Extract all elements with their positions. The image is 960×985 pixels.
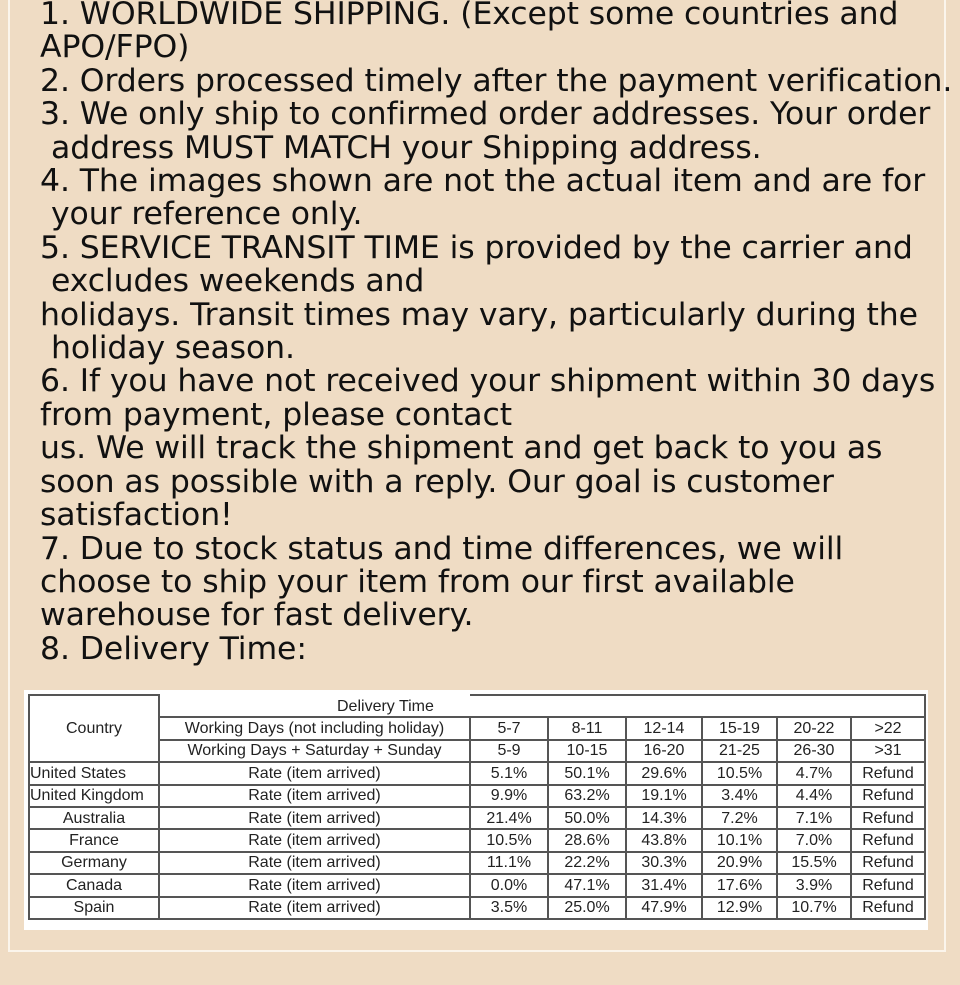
table-cell: 17.6% <box>702 874 777 896</box>
note-line: your reference only. <box>51 196 363 233</box>
table-cell: 7.0% <box>777 829 851 851</box>
note-line: warehouse for fast delivery. <box>40 597 474 634</box>
table-cell: 5-9 <box>470 740 548 762</box>
table-row <box>29 807 925 829</box>
table-cell: 7.2% <box>702 807 777 829</box>
note-line: APO/FPO) <box>40 29 190 66</box>
note-line: excludes weekends and <box>51 263 425 300</box>
table-cell: 15.5% <box>777 852 851 874</box>
table-cell: 16-20 <box>626 740 702 762</box>
table-cell: 4.4% <box>777 785 851 807</box>
table-row <box>29 785 925 807</box>
table-cell: 20-22 <box>777 717 851 739</box>
rate-label: Rate (item arrived) <box>159 807 470 829</box>
table-cell: Refund <box>851 762 925 784</box>
table-cell: 21.4% <box>470 807 548 829</box>
note-line: 1. WORLDWIDE SHIPPING. (Except some countries and <box>40 0 899 32</box>
table-cell: 31.4% <box>626 874 702 896</box>
table-cell: Refund <box>851 874 925 896</box>
table-cell: 10.7% <box>777 897 851 919</box>
table-cell: 11.1% <box>470 852 548 874</box>
table-cell: 26-30 <box>777 740 851 762</box>
table-cell: 50.1% <box>548 762 626 784</box>
note-line: holiday season. <box>51 330 295 367</box>
table-cell: Refund <box>851 852 925 874</box>
table-cell: 21-25 <box>702 740 777 762</box>
country-cell: United Kingdom <box>29 785 159 807</box>
table-cell: 14.3% <box>626 807 702 829</box>
table-cell: 50.0% <box>548 807 626 829</box>
working-days-row <box>29 717 925 739</box>
table-cell: 0.0% <box>470 874 548 896</box>
table-cell: 47.9% <box>626 897 702 919</box>
table-cell: 8-11 <box>548 717 626 739</box>
delivery-time-table <box>28 694 926 920</box>
note-line: 8. Delivery Time: <box>40 630 307 667</box>
table-cell: >22 <box>851 717 925 739</box>
country-cell: France <box>29 829 159 851</box>
table-row <box>29 829 925 851</box>
table-cell: Refund <box>851 897 925 919</box>
delivery-table-container <box>24 690 928 930</box>
table-cell: 9.9% <box>470 785 548 807</box>
working-days-label: Working Days (not including holiday) <box>159 717 470 739</box>
note-line: from payment, please contact <box>40 396 512 433</box>
delivery-time-header: Delivery Time <box>470 695 925 717</box>
country-cell: United States <box>29 762 159 784</box>
note-line: satisfaction! <box>40 497 233 534</box>
rate-label: Rate (item arrived) <box>159 762 470 784</box>
note-line: 7. Due to stock status and time differences, we will <box>40 530 844 567</box>
note-line: 5. SERVICE TRANSIT TIME is provided by the carrier and <box>40 229 913 266</box>
rate-label: Rate (item arrived) <box>159 785 470 807</box>
table-row <box>29 762 925 784</box>
rate-label: Rate (item arrived) <box>159 874 470 896</box>
country-cell: Spain <box>29 897 159 919</box>
note-line: 2. Orders processed timely after the payment verification. <box>40 62 953 99</box>
note-line: 3. We only ship to confirmed order addresses. Your order <box>40 96 931 133</box>
table-cell: 19.1% <box>626 785 702 807</box>
table-row <box>29 874 925 896</box>
note-line: 6. If you have not received your shipment within 30 days <box>40 363 936 400</box>
table-cell: 15-19 <box>702 717 777 739</box>
country-header: Country <box>29 695 159 762</box>
rate-label: Rate (item arrived) <box>159 852 470 874</box>
table-row <box>29 897 925 919</box>
table-cell: 10-15 <box>548 740 626 762</box>
table-cell: 43.8% <box>626 829 702 851</box>
table-cell: >31 <box>851 740 925 762</box>
table-cell: 20.9% <box>702 852 777 874</box>
note-line: choose to ship your item from our first available <box>40 563 795 600</box>
country-cell: Canada <box>29 874 159 896</box>
note-line: us. We will track the shipment and get back to you as <box>40 430 883 467</box>
table-header-row <box>29 695 925 717</box>
table-cell: 30.3% <box>626 852 702 874</box>
table-cell: 12-14 <box>626 717 702 739</box>
rate-label: Rate (item arrived) <box>159 829 470 851</box>
shipping-notes <box>40 0 960 666</box>
table-cell: 10.5% <box>702 762 777 784</box>
note-line: soon as possible with a reply. Our goal is customer <box>40 463 834 500</box>
table-cell: 63.2% <box>548 785 626 807</box>
table-cell: 5.1% <box>470 762 548 784</box>
table-cell: 47.1% <box>548 874 626 896</box>
table-row <box>29 852 925 874</box>
table-cell: 7.1% <box>777 807 851 829</box>
table-cell: 29.6% <box>626 762 702 784</box>
table-cell: 25.0% <box>548 897 626 919</box>
table-cell: 10.5% <box>470 829 548 851</box>
table-cell: 3.9% <box>777 874 851 896</box>
table-cell: 3.5% <box>470 897 548 919</box>
table-cell: 3.4% <box>702 785 777 807</box>
table-cell: 10.1% <box>702 829 777 851</box>
note-line: address MUST MATCH your Shipping address. <box>51 129 762 166</box>
table-cell: Refund <box>851 785 925 807</box>
table-cell: 5-7 <box>470 717 548 739</box>
table-cell: 28.6% <box>548 829 626 851</box>
country-cell: Australia <box>29 807 159 829</box>
table-cell: Refund <box>851 829 925 851</box>
weekend-days-row <box>29 740 925 762</box>
table-cell: Refund <box>851 807 925 829</box>
table-cell: 22.2% <box>548 852 626 874</box>
note-line: holidays. Transit times may vary, particularly during the <box>40 296 918 333</box>
rate-label: Rate (item arrived) <box>159 897 470 919</box>
country-cell: Germany <box>29 852 159 874</box>
note-line: 4. The images shown are not the actual item and are for <box>40 163 926 200</box>
table-cell: 12.9% <box>702 897 777 919</box>
weekend-days-label: Working Days + Saturday + Sunday <box>159 740 470 762</box>
table-cell: 4.7% <box>777 762 851 784</box>
